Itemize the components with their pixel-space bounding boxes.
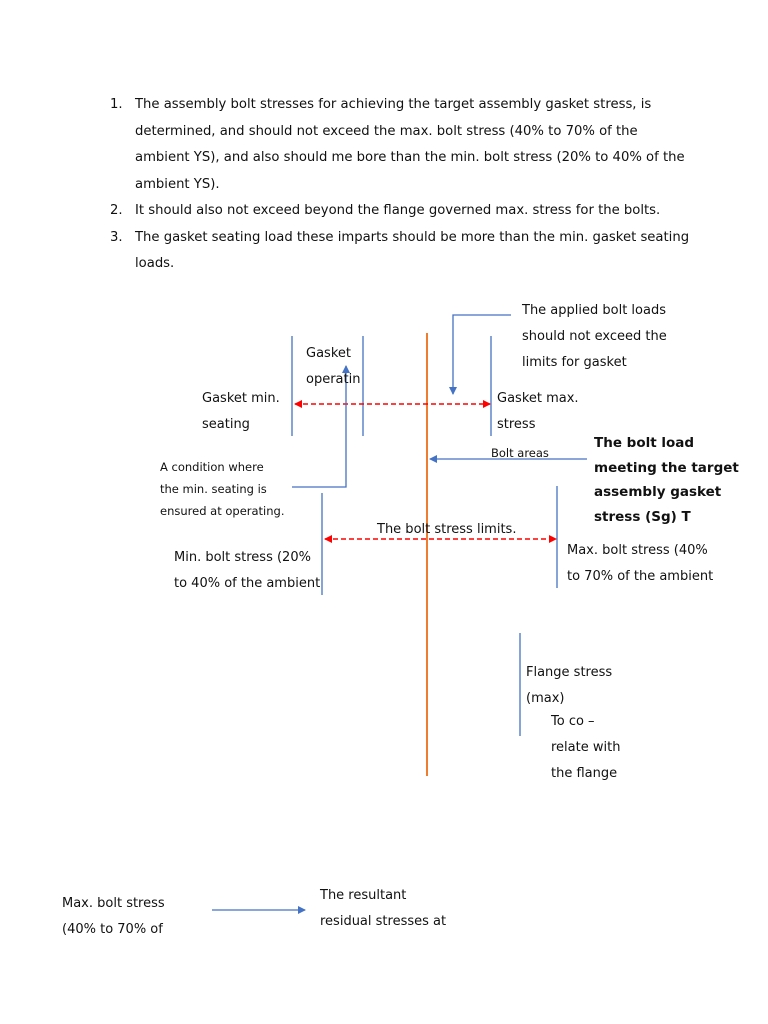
correlate-line: the flange — [551, 766, 618, 781]
max-bolt-stress-label — [567, 538, 717, 584]
gasket-min-line: Gasket min. — [202, 391, 280, 406]
min-bolt-stress-label — [174, 545, 324, 591]
condition-line: ensured at operating. — [160, 504, 285, 518]
bolt-load-line: The bolt load — [594, 435, 695, 451]
gasket-min-line: seating — [202, 417, 250, 432]
bottom-left-line: Max. bolt stress — [62, 896, 165, 911]
list-number: 2. — [110, 203, 123, 218]
gasket-operating-label — [306, 341, 362, 393]
list-number: 1. — [110, 97, 123, 112]
condition-line: the min. seating is — [160, 482, 267, 496]
bottom-left-label — [62, 891, 182, 945]
list-number: 3. — [110, 229, 123, 245]
applied-loads-line: should not exceed the — [522, 329, 667, 344]
min-bolt-stress-line: to 40% of the ambient — [174, 576, 321, 591]
correlate-line: relate with — [551, 740, 621, 755]
gasket-max-line: stress — [497, 417, 536, 432]
correlate-note — [551, 709, 641, 789]
correlate-line: To co – — [551, 714, 595, 729]
condition-line: A condition where — [160, 460, 264, 474]
gasket-max-line: Gasket max. — [497, 391, 579, 406]
applied-loads-note — [522, 298, 682, 370]
bolt-load-line: meeting the target — [594, 459, 739, 476]
gasket-operating-line: Gasket — [306, 346, 351, 361]
bolt-load-line: assembly gasket — [594, 484, 722, 500]
applied-loads-connector — [453, 315, 511, 394]
flange-stress-line: (max) — [526, 691, 565, 706]
gasket-operating-line: operatin — [306, 372, 361, 387]
bolt-load-line: stress (Sg) T — [594, 508, 691, 525]
bolt-stress-limits-text: The bolt stress limits. — [377, 522, 517, 537]
condition-note — [160, 456, 295, 519]
bolt-load-target-label — [594, 431, 744, 525]
applied-loads-line: limits for gasket — [522, 355, 627, 370]
gasket-min-label — [202, 386, 288, 432]
bolt-areas-text: Bolt areas — [491, 446, 549, 460]
bolt-stress-limits-label — [377, 517, 517, 535]
max-bolt-stress-line: Max. bolt stress (40% — [567, 543, 708, 558]
bottom-right-line: residual stresses at — [320, 914, 447, 929]
list-text: The gasket seating load these imparts should be more than the min. gasket seating loads. — [135, 229, 690, 271]
bolt-areas-label — [491, 442, 561, 459]
flange-stress-line: Flange stress — [526, 665, 613, 680]
bottom-right-line: The resultant — [320, 888, 407, 903]
max-bolt-stress-line: to 70% of the ambient — [567, 569, 714, 584]
bottom-right-label — [320, 883, 460, 937]
min-bolt-stress-line: Min. bolt stress (20% — [174, 550, 311, 565]
list-text: It should also not exceed beyond the flange governed max. stress for the bolts. — [135, 203, 661, 218]
bottom-left-line: (40% to 70% of — [62, 922, 163, 937]
gasket-max-label — [497, 386, 583, 432]
flange-stress-label — [526, 660, 636, 706]
applied-loads-line: The applied bolt loads — [522, 303, 666, 318]
list-text: The assembly bolt stresses for achieving the target assembly gasket stress, is determined, and should not exceed the max. bolt stress (40% to 70% of the ambient YS), and also should me bore than the min. bolt stress (20% to 40% of the ambient YS). — [135, 97, 685, 192]
